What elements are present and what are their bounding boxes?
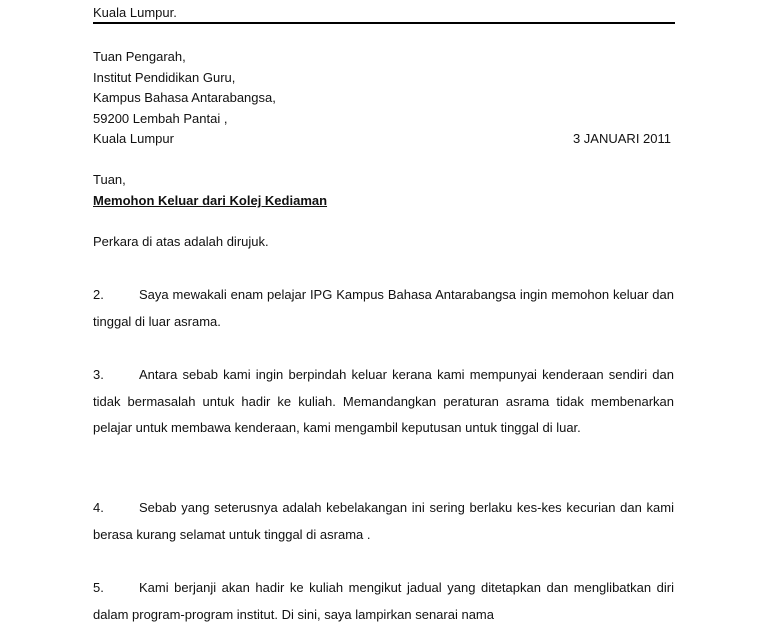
recipient-line: Institut Pendidikan Guru, (93, 70, 236, 85)
paragraph-number: 5. (93, 580, 104, 595)
salutation: Tuan, (93, 172, 126, 187)
paragraph-text: Sebab yang seterusnya adalah kebelakangan ini sering berlaku kes-kes kecurian dan kami berasa kurang selamat untuk tinggal di asrama . (93, 500, 674, 542)
recipient-line: Kampus Bahasa Antarabangsa, (93, 90, 276, 105)
paragraph-text: Kami berjanji akan hadir ke kuliah mengikut jadual yang ditetapkan dan menglibatkan diri dalam program-program institut. Di sini, saya lampirkan senarai nama (93, 580, 674, 622)
sender-city: Kuala Lumpur. (93, 5, 177, 20)
header-rule (93, 22, 675, 24)
paragraph-number: 2. (93, 287, 104, 302)
recipient-line: Tuan Pengarah, (93, 49, 186, 64)
paragraph-5 (93, 575, 674, 628)
letter-date: 3 JANUARI 2011 (572, 131, 671, 146)
reference-line: Perkara di atas adalah dirujuk. (93, 234, 269, 249)
paragraph-text: Antara sebab kami ingin berpindah keluar kerana kami mempunyai kenderaan sendiri dan tidak bermasalah untuk hadir ke kuliah. Memandangkan peraturan asrama tidak membenarkan pelajar untuk membawa kenderaan, kami mengambil keputusan untuk tinggal di luar. (93, 367, 674, 435)
recipient-line: 59200 Lembah Pantai , (93, 111, 228, 126)
paragraph-2 (93, 282, 674, 335)
paragraph-number: 4. (93, 500, 104, 515)
paragraph-number: 3. (93, 367, 104, 382)
paragraph-4 (93, 495, 674, 548)
paragraph-3 (93, 362, 674, 442)
paragraph-text: Saya mewakali enam pelajar IPG Kampus Bahasa Antarabangsa ingin memohon keluar dan tinggal di luar asrama. (93, 287, 674, 329)
recipient-line: Kuala Lumpur (93, 131, 174, 146)
letter-subject: Memohon Keluar dari Kolej Kediaman (93, 193, 328, 208)
